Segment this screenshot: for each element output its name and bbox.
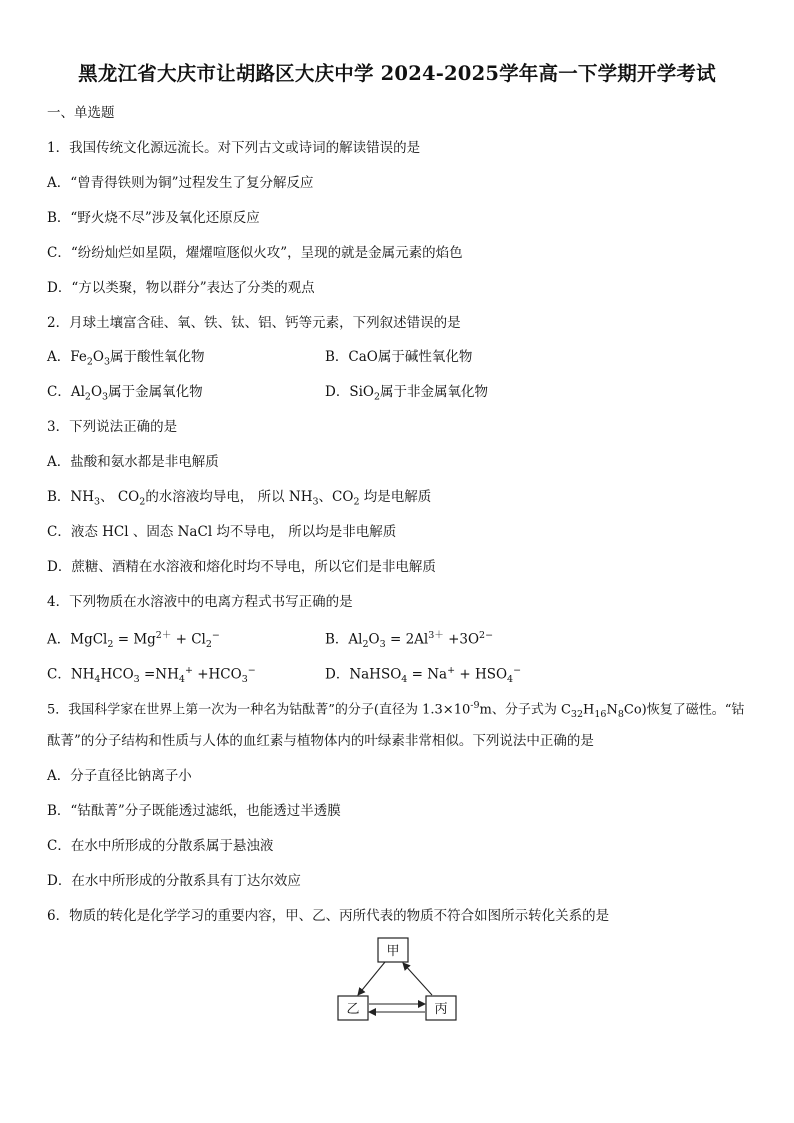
arrow-bing-to-jia <box>403 963 432 995</box>
q2-option-c: C．$Al_2O_3$属于金属氧化物 <box>47 384 203 403</box>
q2-option-b: B．CaO属于碱性氧化物 <box>325 349 473 365</box>
q2-option-a: A．$Fe_2O_3$属于酸性氧化物 <box>47 349 205 368</box>
q2-option-d: D．SiO$_2$属于非金属氧化物 <box>325 384 489 403</box>
q4-option-b: B．$Al_2O_3 = 2Al^{3+} +3O^{2-}$ <box>325 630 494 651</box>
q4-stem: 4．下列物质在水溶液中的电离方程式书写正确的是 <box>47 594 353 610</box>
q2-stem: 2．月球土壤富含硅、氧、铁、钛、铝、钙等元素，下列叙述错误的是 <box>47 315 461 331</box>
q1-option-c: C．“纷纷灿烂如星陨，燿燿喧豗似火攻”，呈现的就是金属元素的焰色 <box>47 245 463 261</box>
q3-option-d: D．蔗糖、酒精在水溶液和熔化时均不导电，所以它们是非电解质 <box>47 559 436 575</box>
conversion-diagram <box>330 930 470 1025</box>
q6-stem: 6．物质的转化是化学学习的重要内容，甲、乙、丙所代表的物质不符合如图所示转化关系的是 <box>47 908 610 924</box>
q1-option-b: B．“野火烧不尽”涉及氧化还原反应 <box>47 210 260 226</box>
q1-stem: 1．我国传统文化源远流长。对下列古文或诗词的解读错误的是 <box>47 140 421 156</box>
q5-stem-line2: 酞菁”的分子结构和性质与人体的血红素与植物体内的叶绿素非常相似。下列说法中正确的是 <box>47 733 594 749</box>
q1-option-d: D．“方以类聚，物以群分”表达了分类的观点 <box>47 280 315 296</box>
q5-option-a: A．分子直径比钠离子小 <box>47 768 192 784</box>
q5-option-b: B．“钴酞菁”分子既能透过滤纸，也能透过半透膜 <box>47 803 341 819</box>
q4-option-c: C．$NH_4HCO_3 =NH_4^+ +HCO_3^-$ <box>47 665 256 686</box>
q1-option-a: A．“曾青得铁则为铜”过程发生了复分解反应 <box>47 175 314 191</box>
label-yi: 乙 <box>346 1002 360 1017</box>
q5-option-d: D．在水中所形成的分散系具有丁达尔效应 <box>47 873 301 889</box>
arrow-jia-to-yi <box>358 962 385 995</box>
q3-option-a: A．盐酸和氨水都是非电解质 <box>47 454 219 470</box>
q3-option-b: B．$NH_3$、 $CO_2$的水溶液均导电， 所以 $NH_3$、$CO_2$ 均是电解质 <box>47 489 432 508</box>
label-jia: 甲 <box>386 944 400 959</box>
q4-option-a: A．MgCl$_2$ = $Mg^{2+} + Cl_2^-$ <box>47 630 220 651</box>
label-bing: 丙 <box>434 1002 448 1017</box>
page-title: 黑龙江省大庆市让胡路区大庆中学 2024-2025学年高一下学期开学考试 <box>78 62 716 85</box>
q3-stem: 3．下列说法正确的是 <box>47 419 178 435</box>
q5-option-c: C．在水中所形成的分散系属于悬浊液 <box>47 838 274 854</box>
q3-option-c: C．液态 HCl 、固态 NaCl 均不导电， 所以均是非电解质 <box>47 524 397 540</box>
q4-option-d: D．NaHSO$_4$ = $Na^+ + HSO_4^-$ <box>325 665 522 686</box>
section-heading: 一、单选题 <box>47 105 115 121</box>
q5-stem-line1: 5．我国科学家在世界上第一次为一种名为钴酞菁”的分子(直径为 $1.3\times 10^{-9}m$、分子式为 $C_{32}H_{16}N_8Co$)恢复了磁性。“钴 <box>47 700 745 720</box>
